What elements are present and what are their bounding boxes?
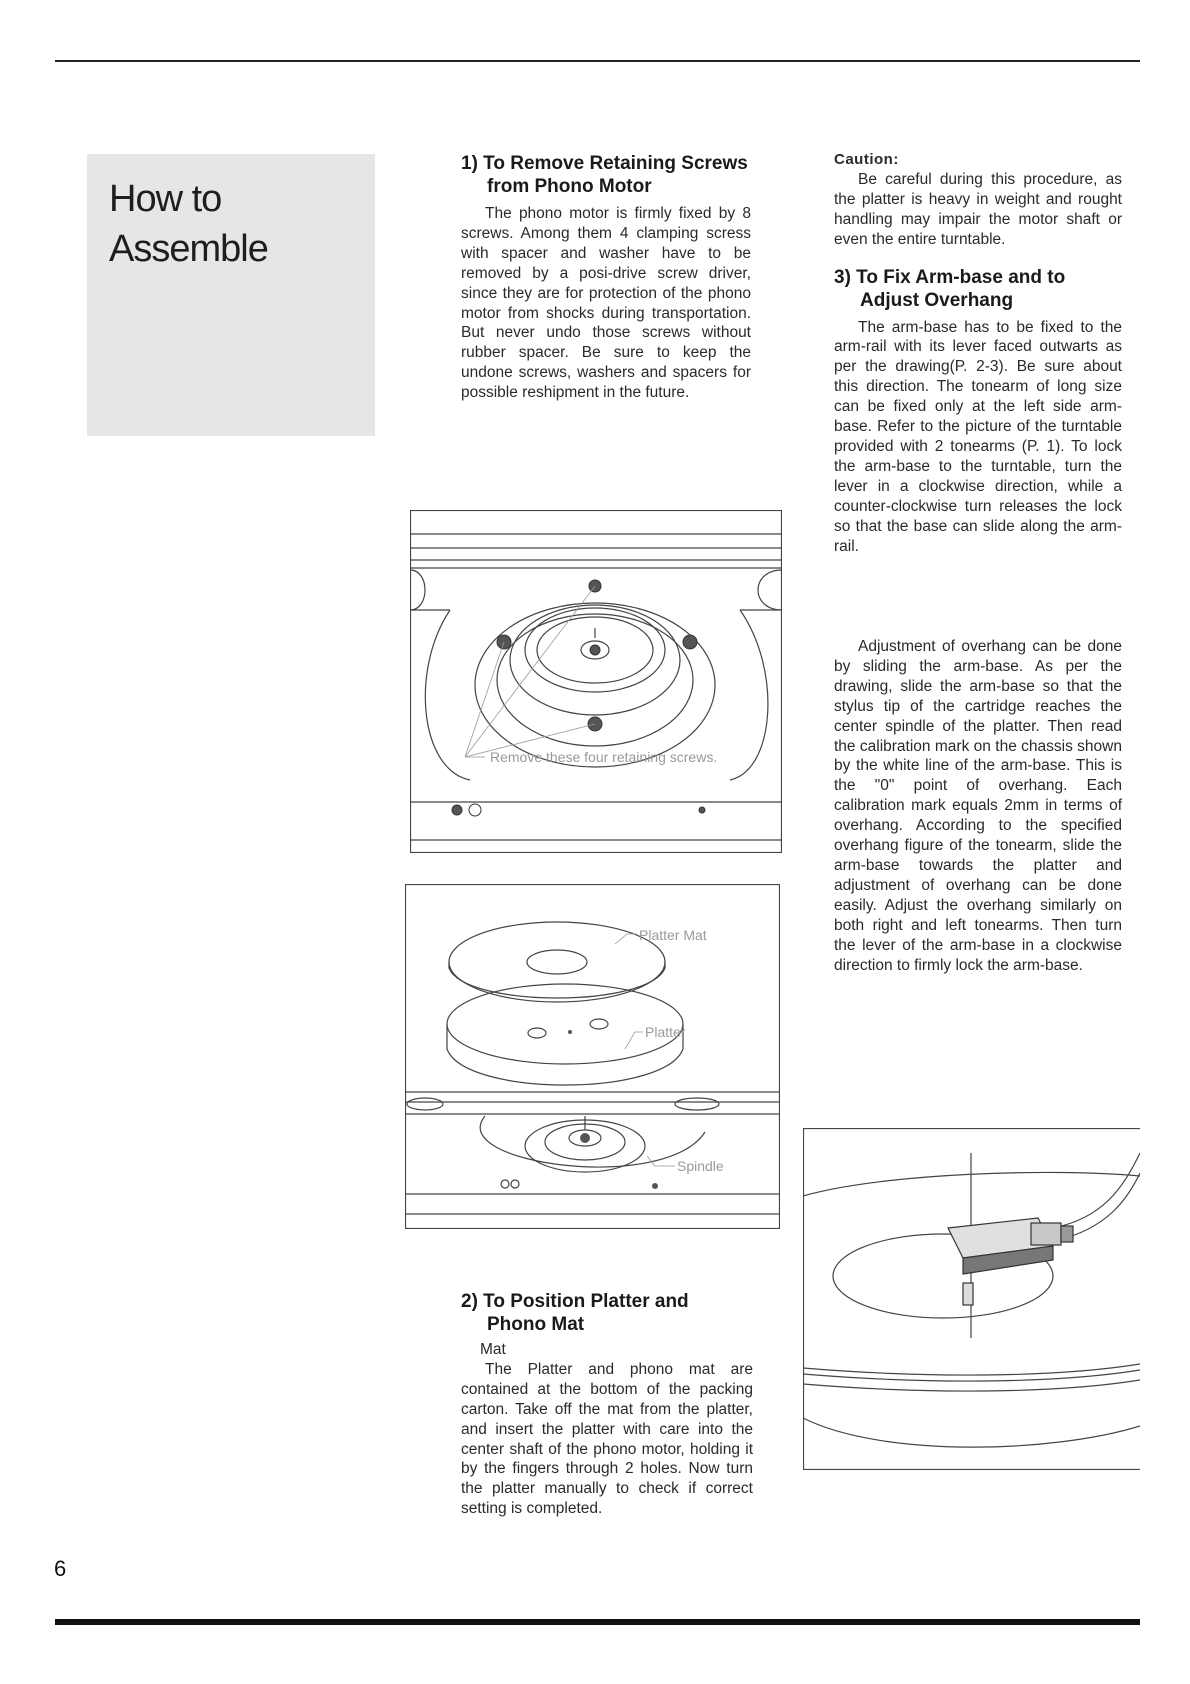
figure-retaining-screws xyxy=(410,510,782,853)
section-position-platter xyxy=(461,1290,753,1519)
section-title: How to Assemble xyxy=(109,178,268,270)
overhang-text xyxy=(834,637,1122,975)
caution-heading: Caution: xyxy=(834,151,899,168)
figure1-caption: Remove these four retaining screws. xyxy=(490,749,718,765)
section1-heading: 1) To Remove Retaining Screws from Phono Motor xyxy=(461,153,748,197)
label-platter: Platter xyxy=(645,1024,686,1040)
page-number: 6 xyxy=(54,1556,67,1581)
section2-heading: 2) To Position Platter and Phono Mat xyxy=(461,1291,689,1335)
top-rule xyxy=(55,60,1140,62)
section-remove-screws xyxy=(461,152,751,403)
section3-body2: Adjustment of overhang can be done by sliding the arm-base. As per the drawing, slide the arm-base so that the stylus tip of the cartridge reaches the center spindle of the platter. Then read the calibration mark on the chassis shown by the white line of the arm-base. This is the "0" point of overhang. Each calibration mark equals 2mm in terms of overhang. According to the specified overhang figure of the tonearm, slide the arm-base towards the platter and adjustment of overhang can be done easily. Adjust the overhang similarly on both right and left tonearms. Then turn the lever of the arm-base in a clockwise direction to firmly lock the arm-base. xyxy=(834,638,1122,974)
figure-platter-mat xyxy=(405,884,780,1229)
section-title-box xyxy=(87,154,375,436)
bottom-rule xyxy=(55,1619,1140,1625)
section2-body: The Platter and phono mat are contained at the bottom of the packing carton. Take off the mat from the platter, and insert the platter with care into the center shaft of the phono motor, holding it by the fingers through 2 holes. Now turn the platter manually to check if correct setting is completed. xyxy=(461,1360,753,1518)
figure-overhang xyxy=(803,1128,1140,1470)
section3-body1: The arm-base has to be fixed to the arm-rail with its lever faced outwarts as per the drawing(P. 2-3). Be sure about this direction. The tonearm of long size can be fixed only at the left side arm-base. Refer to the picture of the turntable provided with 2 tonearms (P. 1). To lock the arm-base to the turntable, turn the lever in a clockwise direction, while a counter-clockwise turn releases the lock so that the base can slide along the arm-rail. xyxy=(834,318,1122,555)
section3-heading: 3) To Fix Arm-base and to Adjust Overhang xyxy=(834,266,1066,311)
caution-and-armbase xyxy=(834,150,1122,556)
label-spindle: Spindle xyxy=(677,1158,724,1174)
caution-body: Be careful during this procedure, as the platter is heavy in weight and rought handling may impair the motor shaft or even the entire turntable. xyxy=(834,170,1122,248)
section1-body: The phono motor is firmly fixed by 8 screws. Among them 4 clamping scress with spacer and washer have to be removed by a posi-drive screw driver, since they are for protection of the phono motor from shocks during transportation. But never undo those screws without rubber spacer. Be sure to keep the undone screws, washers and spacers for possible reshipment in the future. xyxy=(461,205,751,402)
label-platter-mat: Platter Mat xyxy=(639,927,707,943)
section2-subheading: Mat xyxy=(480,1341,506,1358)
